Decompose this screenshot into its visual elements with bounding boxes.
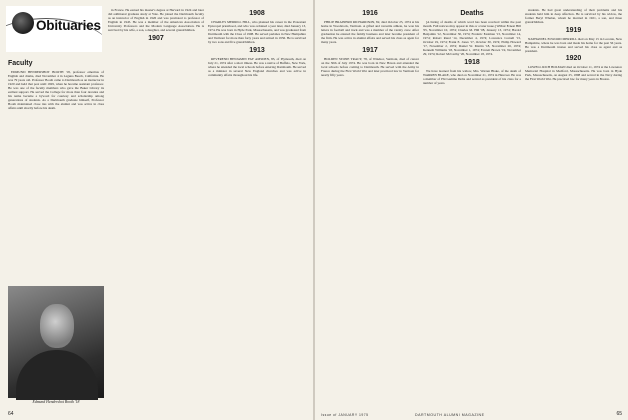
year-heading-1916: 1916 xyxy=(362,10,378,17)
right-column-1 xyxy=(321,8,419,406)
left-column-2 xyxy=(108,8,204,408)
section-heading-deaths: Deaths xyxy=(460,10,484,17)
r-col1-text: PHILIP BRAINERD RICHARDSON, 82, died October 25, 1974 at his home in Woodstock, Vermont. A gifted and versatile athlete, he won his letters in football and track and was a member of the varsity crew. After graduation he entered the family business and later became president of the firm. He was active in alumni affairs and served his class as agent for many years. xyxy=(321,20,419,45)
faculty-column xyxy=(8,70,104,282)
r-col3-text3: LOWELL RICH HOLMAN died on October 11, 1974 at the Lawrence Memorial Hospital in Medford, Massachusetts. He was born in Hyde Park, Massachusetts, on August 25, 1898 and served in the Navy during the First World War. He practiced law for many years in Boston. xyxy=(525,65,622,82)
faculty-obituary-text: EDMUND HENDERSHOT BOOTH '18, professor emeritus of English and drama, died November 4 in Laguna Beach, California. He was 79 years old. Professor Booth came to Dartmouth as an instructor in 1920 and held that post until 1929, when he became assistant professor. He was one of the faculty members who gave the Baker Library its earliest support. He served the College for more than four decades and his name became a byword for courtesy and scholarship among generations of students. As a Dartmouth graduate himself, Professor Booth maintained close ties with the alumni and was active in class affairs until shortly before his death. xyxy=(8,70,104,111)
year-heading-1920: 1920 xyxy=(565,55,582,63)
year-heading-1908: 1908 xyxy=(249,10,265,17)
photo-caption: Edmund Hendershot Booth '18 xyxy=(32,400,80,404)
col2-text: in France. He earned his master's degree at Harvard in 1924 and later did additional graduate study at Yale. He joined the Dartmouth faculty as an instructor of English in 1926 and was promoted to professor of English in 1945. He was a member of the American Association of University Professors and the Modern Language Association. He is survived by his wife, a son, a daughter, and several grandchildren. xyxy=(108,8,204,33)
left-page xyxy=(0,0,313,420)
year-heading-1917: 1917 xyxy=(362,46,378,54)
col3-text2: REVEREND BENJAMIN FAY AMSDEN, 83, of Plymouth, died on July 21, 1974 after a short illness. He was a native of Buffalo, New York, where he attended the local schools before entering Dartmouth. He served as a minister in several New England churches and was active in community affairs throughout his life. xyxy=(208,56,306,77)
col3-text: CHARLES MERRILL HILL, who planned his career in the Protestant Episcopal priesthood, and who was ordained a year later, died January 13, 1974. He was born in Hyde Park, Massachusetts, and was graduated from Dartmouth with the Class of 1908. He served parishes in New Hampshire and Vermont for more than forty years and retired in 1956. He is survived by two sons and five grandchildren. xyxy=(208,20,306,45)
r-col2-text2: We have learned from his widow, Mrs. Warren Blake, of the death of WARREN BLAKE, who died on November 21, 1974 in Hanover. He was a member of Phi Gamma Delta and served as president of his class for a number of years. xyxy=(423,68,521,85)
dartmouth-seal-icon xyxy=(12,12,34,34)
right-page xyxy=(315,0,628,420)
issue-footer: Issue of JANUARY 1975 xyxy=(321,413,369,417)
portrait-shoulders xyxy=(16,350,98,400)
magazine-footer: DARTMOUTH ALUMNI MAGAZINE xyxy=(415,413,485,417)
right-column-2 xyxy=(423,8,521,406)
portrait-face xyxy=(40,304,74,348)
page-number-right: 65 xyxy=(616,411,622,417)
section-heading-faculty: Faculty xyxy=(8,60,33,67)
deaths-list: [A listing of deaths of which word has been received within the past month. Full notices may appear in this or a later issue.] Wilbur Ernest Hill '05, November 10, 1974; Charles M. Hill '08, January 13, 1974; Harold Benjamin '12, November 30, 1974; Frederic Eastman '13, November 14, 1974; Robert Rand '14, December 4, 1974; Lawrence Cornell '15, October 19, 1974; Frank E. Jones '17, October 30, 1974; Philip Howard '17, November 2, 1974; Daniel W. Martin '18, November 26, 1974; Kenneth Williams '18, November 1, 1974; Everett Brown '19, November 29, 1974; Robert McCarthy '20, November 18, 1974. xyxy=(423,20,521,57)
year-heading-1913: 1913 xyxy=(249,46,265,54)
page-number-left: 64 xyxy=(8,411,14,417)
r-col3-text2: NATHANIEL ELWOOD MERRILL died on May 15 in Laconia, New Hampshire, where he was born and made his home for the past 56 years. He was a Dartmouth trustee and served his class as agent and as president. xyxy=(525,36,622,53)
year-heading-1918: 1918 xyxy=(464,58,480,66)
right-column-3 xyxy=(525,8,622,406)
banner-title: Obituaries xyxy=(36,18,101,33)
r-col3-text: students. He had great understanding of their problems and his students held him in deep affection. He is survived by his widow, the former Beryl Whelan, whom he married in 1921, a son, and three grandchildren. xyxy=(525,8,622,25)
year-heading-1919: 1919 xyxy=(565,26,582,34)
faculty-portrait-photo xyxy=(8,286,104,398)
r-col1-text2: HOLDEN STONE TRACY, 78, of Windsor, Vermont, died of cancer on the 30th of July 1974. He was born in New Haven and attended the local schools before coming to Dartmouth. He served with the Army in France during the First World War and later practiced law in Vermont for nearly fifty years. xyxy=(321,56,419,77)
year-heading-1907: 1907 xyxy=(148,34,164,42)
obituaries-banner xyxy=(6,6,102,52)
left-column-3 xyxy=(208,8,306,408)
